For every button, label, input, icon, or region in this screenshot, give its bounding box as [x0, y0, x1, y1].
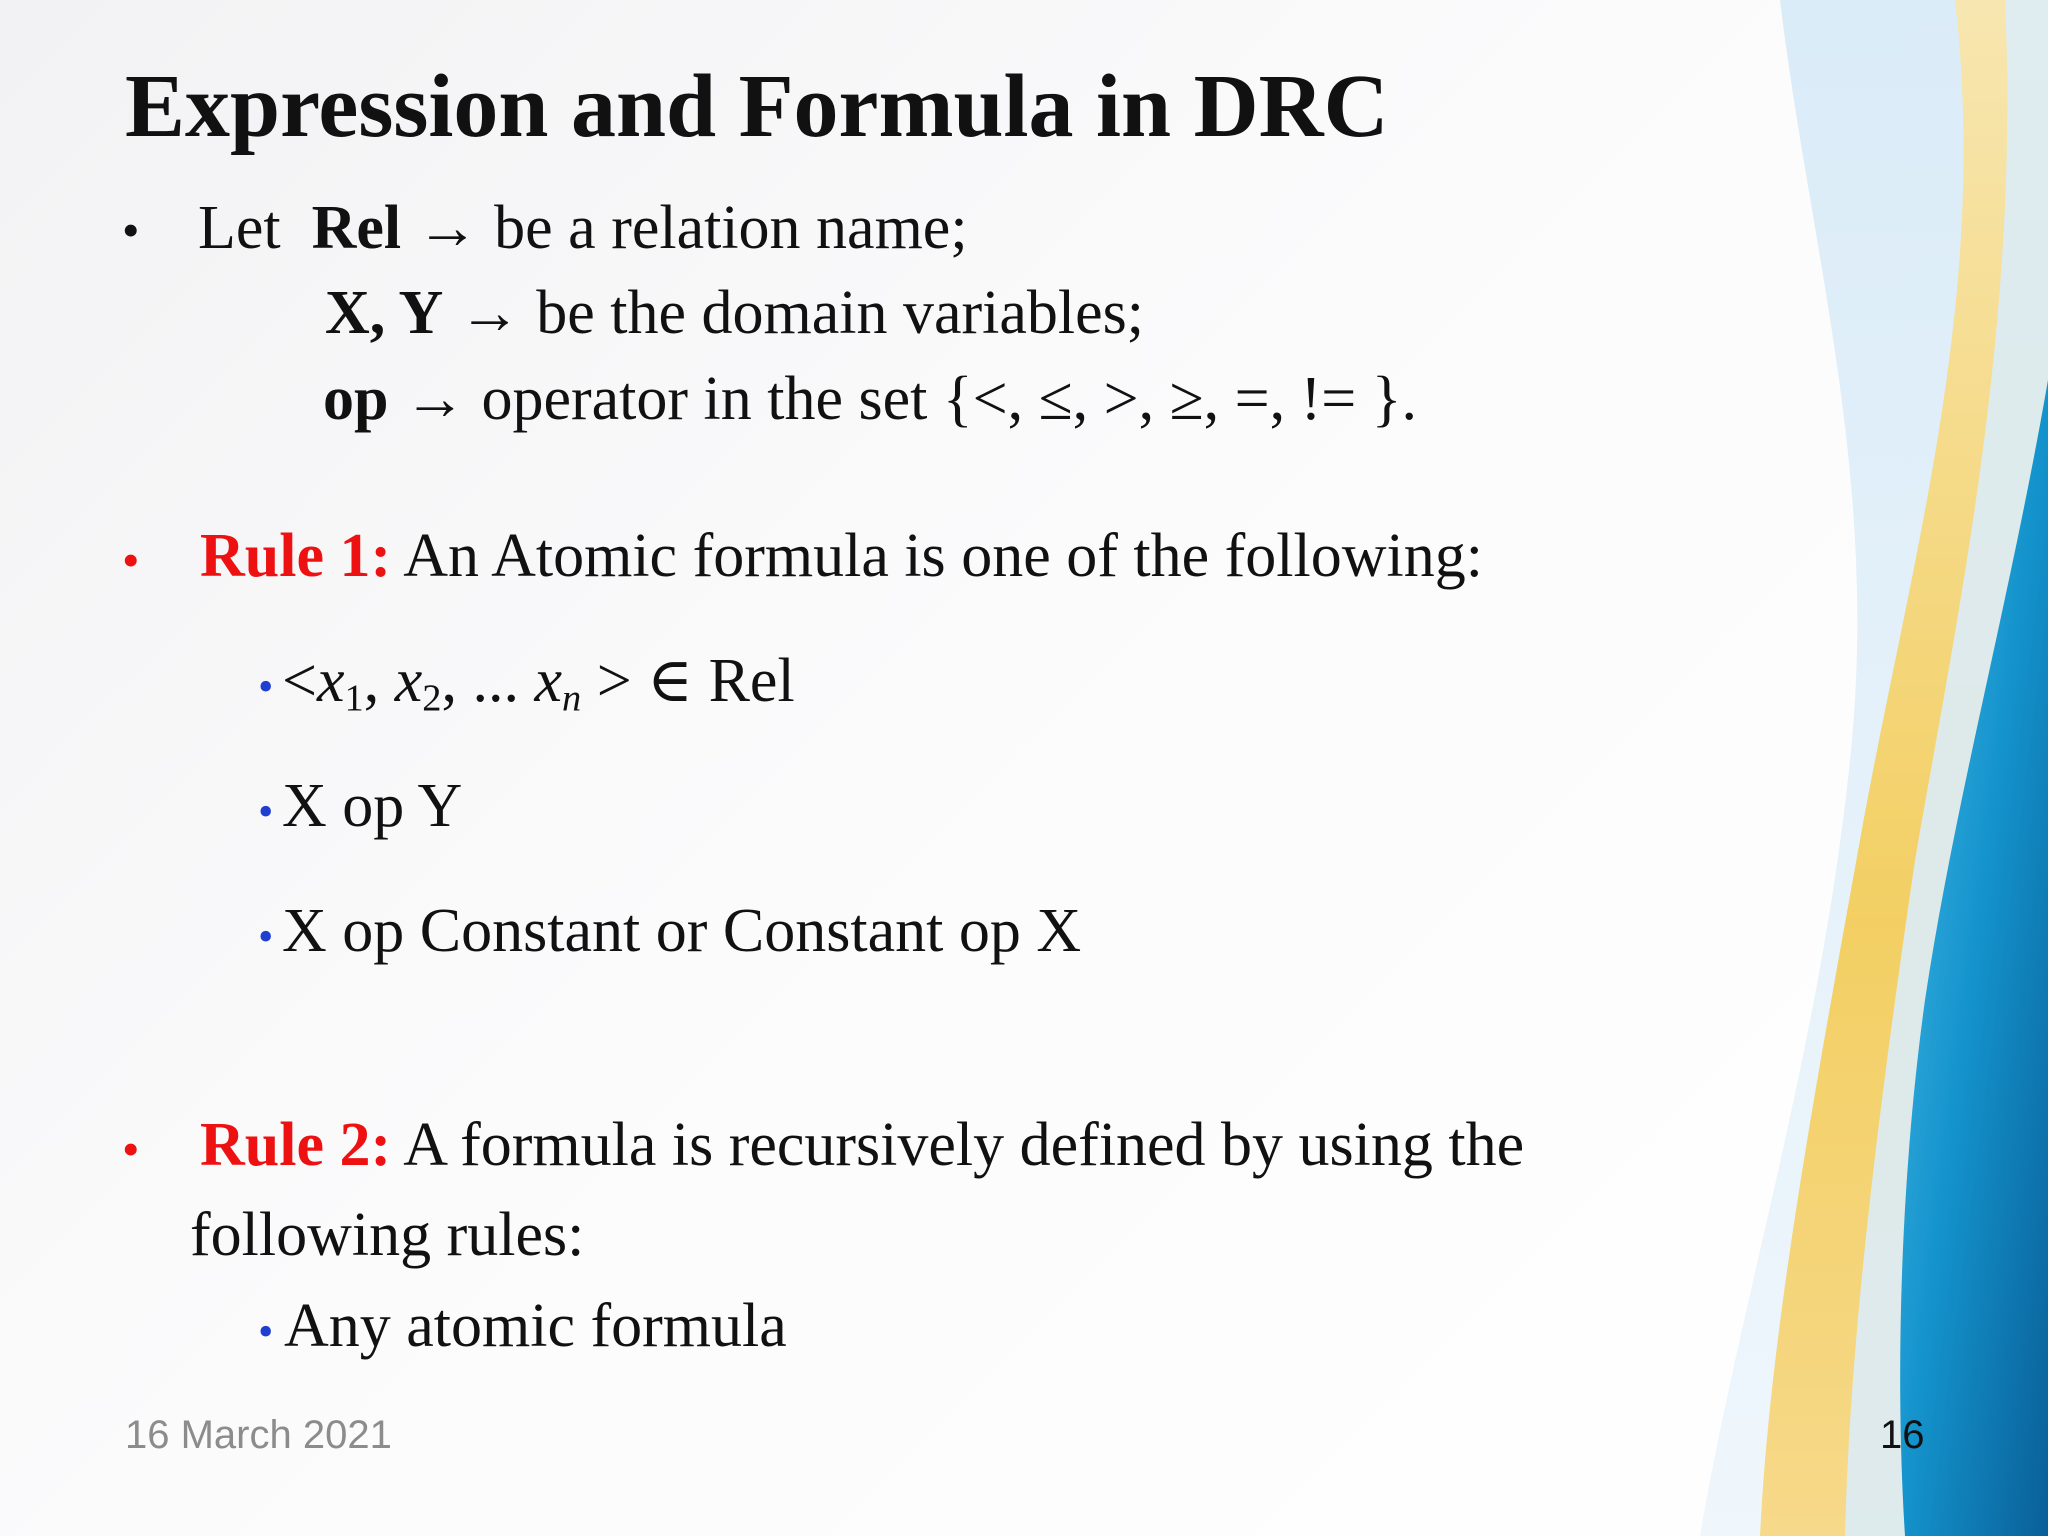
rule2-text-line1: A formula is recursively defined by using the: [403, 1111, 1525, 1179]
rel-description: → be a relation name;: [416, 194, 968, 262]
var-xn: x: [534, 647, 562, 715]
atomic-formula-item-constant: X op Constant or Constant op X: [282, 897, 1082, 965]
formula-rule-item-any-atomic: Any atomic formula: [284, 1292, 787, 1360]
var-x1: x: [316, 647, 345, 715]
sub-bullet-dot: •: [258, 787, 274, 836]
rule2-text-line2: following rules:: [190, 1201, 585, 1269]
let-text: Let: [198, 194, 281, 262]
op-term: op: [323, 365, 389, 433]
bullet-dot: •: [122, 202, 140, 258]
intro-line-op: [323, 365, 1417, 433]
ellipsis: , ...: [441, 647, 535, 715]
angle-open: <: [282, 647, 317, 715]
rule2-line: [200, 1111, 1525, 1179]
var-x2: x: [394, 647, 423, 715]
atomic-formula-item-x-op-y: X op Y: [282, 772, 463, 840]
sub-bullet-dot: •: [258, 912, 274, 961]
bullet-dot: •: [122, 532, 140, 588]
rule2-label: Rule 2:: [200, 1111, 392, 1179]
subscript-2: 2: [422, 677, 442, 720]
intro-line-xy: [325, 279, 1144, 347]
sub-bullet-dot: •: [258, 1307, 274, 1356]
subscript-n: n: [562, 677, 582, 720]
rel-term: Rel: [311, 194, 402, 262]
rule1-text: An Atomic formula is one of the following:: [403, 522, 1483, 590]
atomic-formula-item-tuple: [282, 647, 795, 720]
subscript-1: 1: [344, 677, 364, 720]
sub-bullet-dot: •: [258, 662, 274, 711]
rule1-label: Rule 1:: [200, 522, 392, 590]
op-description: → operator in the set {<, ≤, >, ≥, =, != }.: [403, 365, 1417, 433]
xy-description: → be the domain variables;: [458, 279, 1144, 347]
intro-line-rel: [198, 194, 968, 262]
slide-title: Expression and Formula in DRC: [125, 57, 1389, 156]
footer-date: 16 March 2021: [125, 1413, 392, 1457]
rule1-line: [200, 522, 1483, 590]
slide-number: 16: [1880, 1413, 1925, 1457]
comma: ,: [363, 647, 395, 715]
xy-term: X, Y: [325, 279, 444, 347]
bullet-dot: •: [122, 1121, 140, 1177]
membership-rel: > ∈ Rel: [581, 647, 795, 715]
